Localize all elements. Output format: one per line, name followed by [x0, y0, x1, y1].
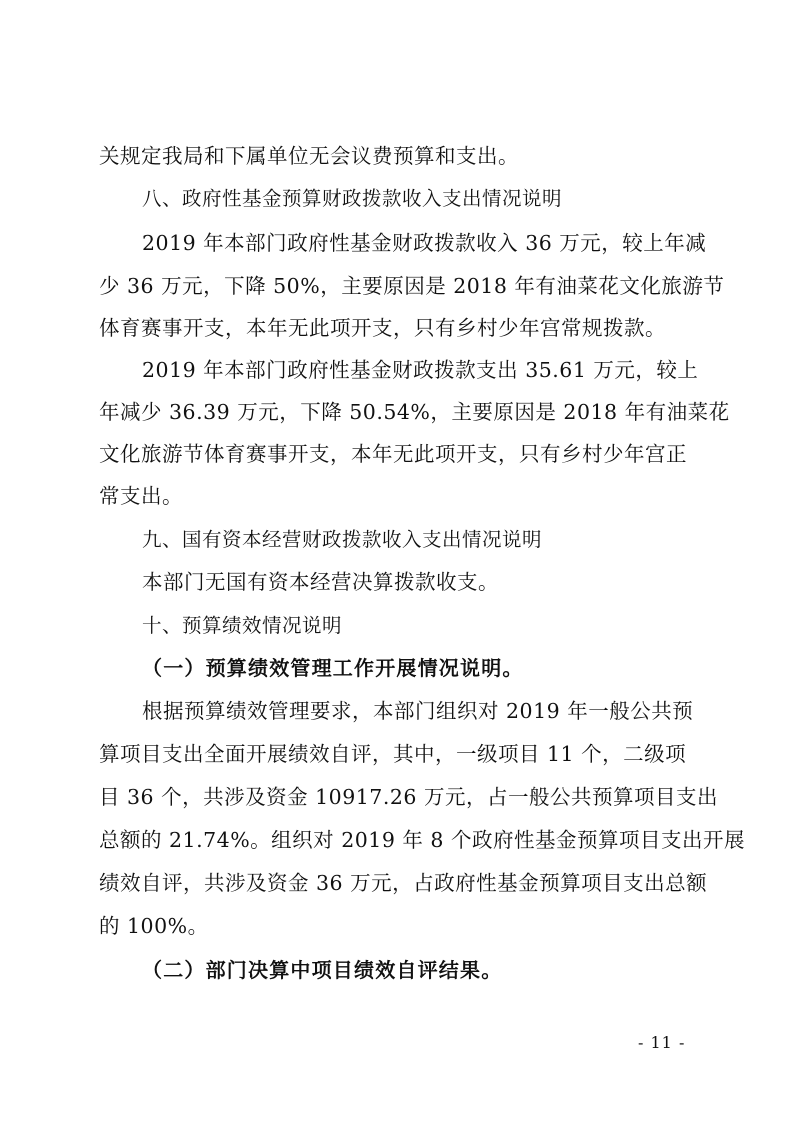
subsection-heading-2: （二）部门决算中项目绩效自评结果。 — [142, 958, 503, 982]
text-line: 总额的 21.74%。组织对 2019 年 8 个政府性基金预算项目支出开展 — [99, 828, 745, 852]
text-line: 年减少 36.39 万元，下降 50.54%，主要原因是 2018 年有油菜花 — [99, 400, 730, 424]
text-line: 的 100%。 — [99, 914, 209, 938]
text-line: 关规定我局和下属单位无会议费预算和支出。 — [99, 144, 519, 168]
text-line: 目 36 个，共涉及资金 10917.26 万元，占一般公共预算项目支出 — [99, 785, 718, 809]
text-line: 少 36 万元，下降 50%，主要原因是 2018 年有油菜花文化旅游节 — [99, 274, 725, 298]
text-line: 算项目支出全面开展绩效自评，其中，一级项目 11 个，二级项 — [99, 742, 687, 766]
text-line: 绩效自评，共涉及资金 36 万元，占政府性基金预算项目支出总额 — [99, 871, 708, 895]
text-line: 根据预算绩效管理要求，本部门组织对 2019 年一般公共预 — [142, 699, 694, 723]
section-heading-8: 八、政府性基金预算财政拨款收入支出情况说明 — [142, 187, 563, 210]
section-heading-10: 十、预算绩效情况说明 — [142, 614, 343, 637]
text-line: 本部门无国有资本经营决算拨款收支。 — [142, 570, 499, 594]
section-heading-9: 九、国有资本经营财政拨款收入支出情况说明 — [142, 528, 543, 551]
text-line: 2019 年本部门政府性基金财政拨款收入 36 万元，较上年减 — [142, 231, 707, 255]
text-line: 文化旅游节体育赛事开支，本年无此项开支，只有乡村少年宫正 — [99, 442, 687, 466]
text-line: 2019 年本部门政府性基金财政拨款支出 35.61 万元，较上 — [142, 358, 699, 382]
text-line: 体育赛事开支，本年无此项开支，只有乡村少年宫常规拨款。 — [99, 316, 666, 340]
subsection-heading-1: （一）预算绩效管理工作开展情况说明。 — [142, 656, 524, 680]
page-number: - 11 - — [638, 1033, 686, 1052]
text-line: 常支出。 — [99, 484, 183, 508]
